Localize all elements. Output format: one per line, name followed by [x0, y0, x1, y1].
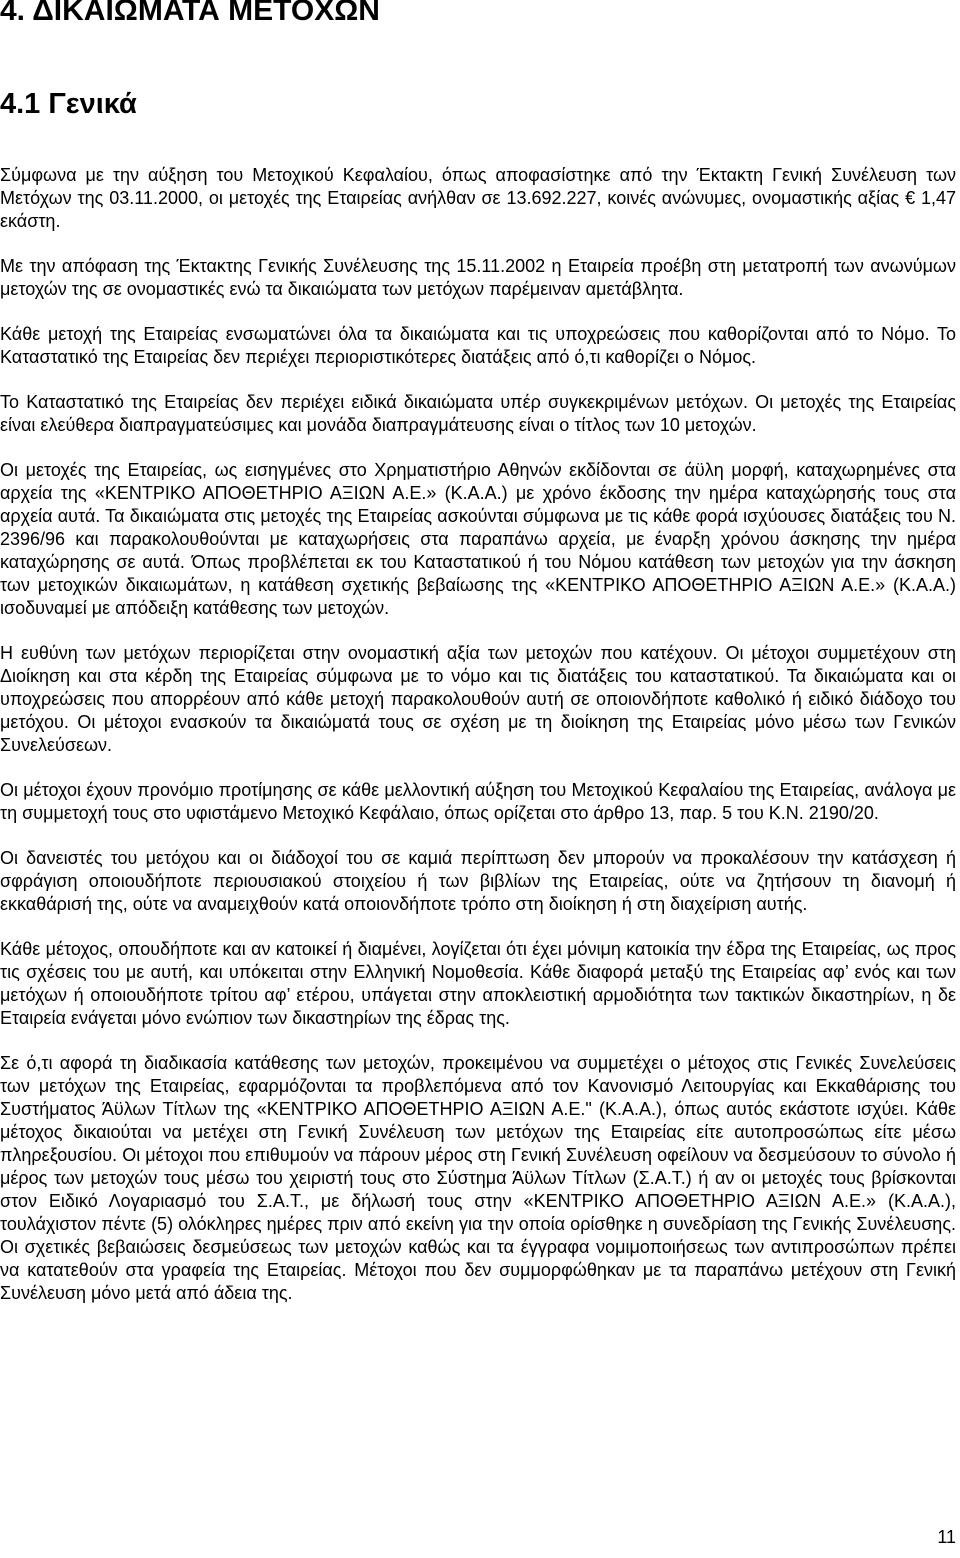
paragraph: Το Καταστατικό της Εταιρείας δεν περιέχει ειδικά δικαιώματα υπέρ συγκεκριμένων μετόχων. Οι μετοχές της Εταιρείας είναι ελεύθερα διαπραγματεύσιμες και μονάδα διαπραγμάτευσης είναι ο τίτλος των 10 μετοχών. [0, 392, 956, 435]
page-number: 11 [937, 1527, 956, 1547]
subsection-heading: 4.1 Γενικά [0, 88, 137, 120]
paragraph: Κάθε μετοχή της Εταιρείας ενσωματώνει όλα τα δικαιώματα και τις υποχρεώσεις που καθορίζονται από το Νόμο. Το Καταστατικό της Εταιρείας δεν περιέχει περιοριστικότερες διατάξεις από ό,τι καθορίζει ο Νόμος. [0, 324, 956, 367]
paragraph: Σύμφωνα με την αύξηση του Μετοχικού Κεφαλαίου, όπως αποφασίστηκε από την Έκτακτη Γενική Συνέλευση των Μετόχων της 03.11.2000, οι μετοχές της Εταιρείας ανήλθαν σε 13.692.227, κοινές ανώνυμες, ονομαστικής αξίας € 1,47 εκάστη. [0, 165, 956, 231]
paragraph: Οι μέτοχοι έχουν προνόμιο προτίμησης σε κάθε μελλοντική αύξηση του Μετοχικού Κεφαλαίου της Εταιρείας, ανάλογα με τη συμμετοχή τους στο υφιστάμενο Μετοχικό Κεφάλαιο, όπως ορίζεται στο άρθρο 13, παρ. 5 του Κ.Ν. 2190/20. [0, 780, 956, 823]
paragraph: Κάθε μέτοχος, οπουδήποτε και αν κατοικεί ή διαμένει, λογίζεται ότι έχει μόνιμη κατοικία την έδρα της Εταιρείας, ως προς τις σχέσεις του με αυτή, και υπόκειται στην Ελληνική Νομοθεσία. Κάθε διαφορά μεταξύ της Εταιρείας αφ’ ενός και των μετόχων ή οποιουδήποτε τρίτου αφ’ ετέρου, υπάγεται στην αποκλειστική αρμοδιότητα των τακτικών δικαστηρίων, η δε Εταιρεία ενάγεται μόνο ενώπιον των δικαστηρίων της έδρας της. [0, 939, 956, 1028]
paragraph: Σε ό,τι αφορά τη διαδικασία κατάθεσης των μετοχών, προκειμένου να συμμετέχει ο μέτοχος στις Γενικές Συνελεύσεις των μετόχων της Εταιρείας, εφαρμόζονται τα προβλεπόμενα από τον Κανονισμό Λειτουργίας και Εκκαθάρισης του Συστήματος Άϋλων Τίτλων της «ΚΕΝΤΡΙΚΟ ΑΠΟΘΕΤΗΡΙΟ ΑΞΙΩΝ Α.Ε." (Κ.Α.Α.), όπως αυτός εκάστοτε ισχύει. Κάθε μέτοχος δικαιούται να μετέχει στη Γενική Συνέλευση των μετόχων της Εταιρείας είτε αυτοπροσώπως είτε μέσω πληρεξουσίου. Οι μέτοχοι που επιθυμούν να πάρουν μέρος στη Γενική Συνέλευση οφείλουν να δεσμεύσουν το σύνολο ή μέρος των μετοχών τους μέσω του χειριστή τους στο Σύστημα Άϋλων Τίτλων (Σ.Α.Τ.) ή αν οι μετοχές τους βρίσκονται στον Ειδικό Λογαριασμό του Σ.Α.Τ., με δήλωσή τους στην «ΚΕΝΤΡΙΚΟ ΑΠΟΘΕΤΗΡΙΟ ΑΞΙΩΝ Α.Ε.» (Κ.Α.Α.), τουλάχιστον πέντε (5) ολόκληρες ημέρες πριν από εκείνη για την οποία ορίσθηκε η συνεδρίαση της Γενικής Συνέλευσης. Οι σχετικές βεβαιώσεις δεσμεύσεως των μετοχών καθώς και τα έγγραφα νομιμοποιήσεως των αντιπροσώπων πρέπει να κατατεθούν στα γραφεία της Εταιρείας. Μέτοχοι που δεν συμμορφώθηκαν με τα παραπάνω μετέχουν στη Γενική Συνέλευση μόνο μετά από άδεια της. [0, 1053, 956, 1303]
body-text [0, 164, 956, 1327]
paragraph: Οι μετοχές της Εταιρείας, ως εισηγμένες στο Χρηματιστήριο Αθηνών εκδίδονται σε άϋλη μορφή, καταχωρημένες στα αρχεία της «ΚΕΝΤΡΙΚΟ ΑΠΟΘΕΤΗΡΙΟ ΑΞΙΩΝ Α.Ε.» (Κ.Α.Α.) με χρόνο έκδοσης την ημέρα καταχώρησής τους στα αρχεία αυτά. Τα δικαιώματα στις μετοχές της Εταιρείας ασκούνται σύμφωνα με τις κάθε φορά ισχύουσες διατάξεις του Ν. 2396/96 και παρακολουθούνται με καταχωρήσεις στα παραπάνω αρχεία, με έναρξη χρόνου άσκησης την ημέρα καταχώρησης σε αυτά. Όπως προβλέπεται εκ του Καταστατικού ή του Νόμου κατάθεση των μετοχών για την άσκηση των μετοχικών δικαιωμάτων, η κατάθεση σχετικής βεβαίωσης της «ΚΕΝΤΡΙΚΟ ΑΠΟΘΕΤΗΡΙΟ ΑΞΙΩΝ Α.Ε.» (Κ.Α.Α.) ισοδυναμεί με απόδειξη κατάθεσης των μετοχών. [0, 460, 956, 618]
section-heading: 4. ΔΙΚΑΙΩΜΑΤΑ ΜΕΤΟΧΩΝ [0, 0, 380, 27]
paragraph: Η ευθύνη των μετόχων περιορίζεται στην ονομαστική αξία των μετοχών που κατέχουν. Οι μέτοχοι συμμετέχουν στη Διοίκηση και στα κέρδη της Εταιρείας σύμφωνα με το νόμο και τις διατάξεις του καταστατικού. Τα δικαιώματα και οι υποχρεώσεις που απορρέουν από κάθε μετοχή παρακολουθούν αυτή σε οποιονδήποτε καθολικό ή ειδικό διάδοχο του μετόχου. Οι μέτοχοι ενασκούν τα δικαιώματά τους σε σχέση με τη διοίκηση της Εταιρείας μόνο μέσω των Γενικών Συνελεύσεων. [0, 643, 956, 755]
paragraph: Με την απόφαση της Έκτακτης Γενικής Συνέλευσης της 15.11.2002 η Εταιρεία προέβη στη μετατροπή των ανωνύμων μετοχών της σε ονομαστικές ενώ τα δικαιώματα των μετόχων παρέμειναν αμετάβλητα. [0, 256, 956, 299]
paragraph: Οι δανειστές του μετόχου και οι διάδοχοί του σε καμιά περίπτωση δεν μπορούν να προκαλέσουν την κατάσχεση ή σφράγιση οποιουδήποτε περιουσιακού στοιχείου ή των βιβλίων της Εταιρείας, ούτε να ζητήσουν τη διανομή ή εκκαθάρισή της, ούτε να αναμειχθούν κατά οποιονδήποτε τρόπο στη διοίκηση ή στη διαχείριση αυτής. [0, 848, 956, 914]
